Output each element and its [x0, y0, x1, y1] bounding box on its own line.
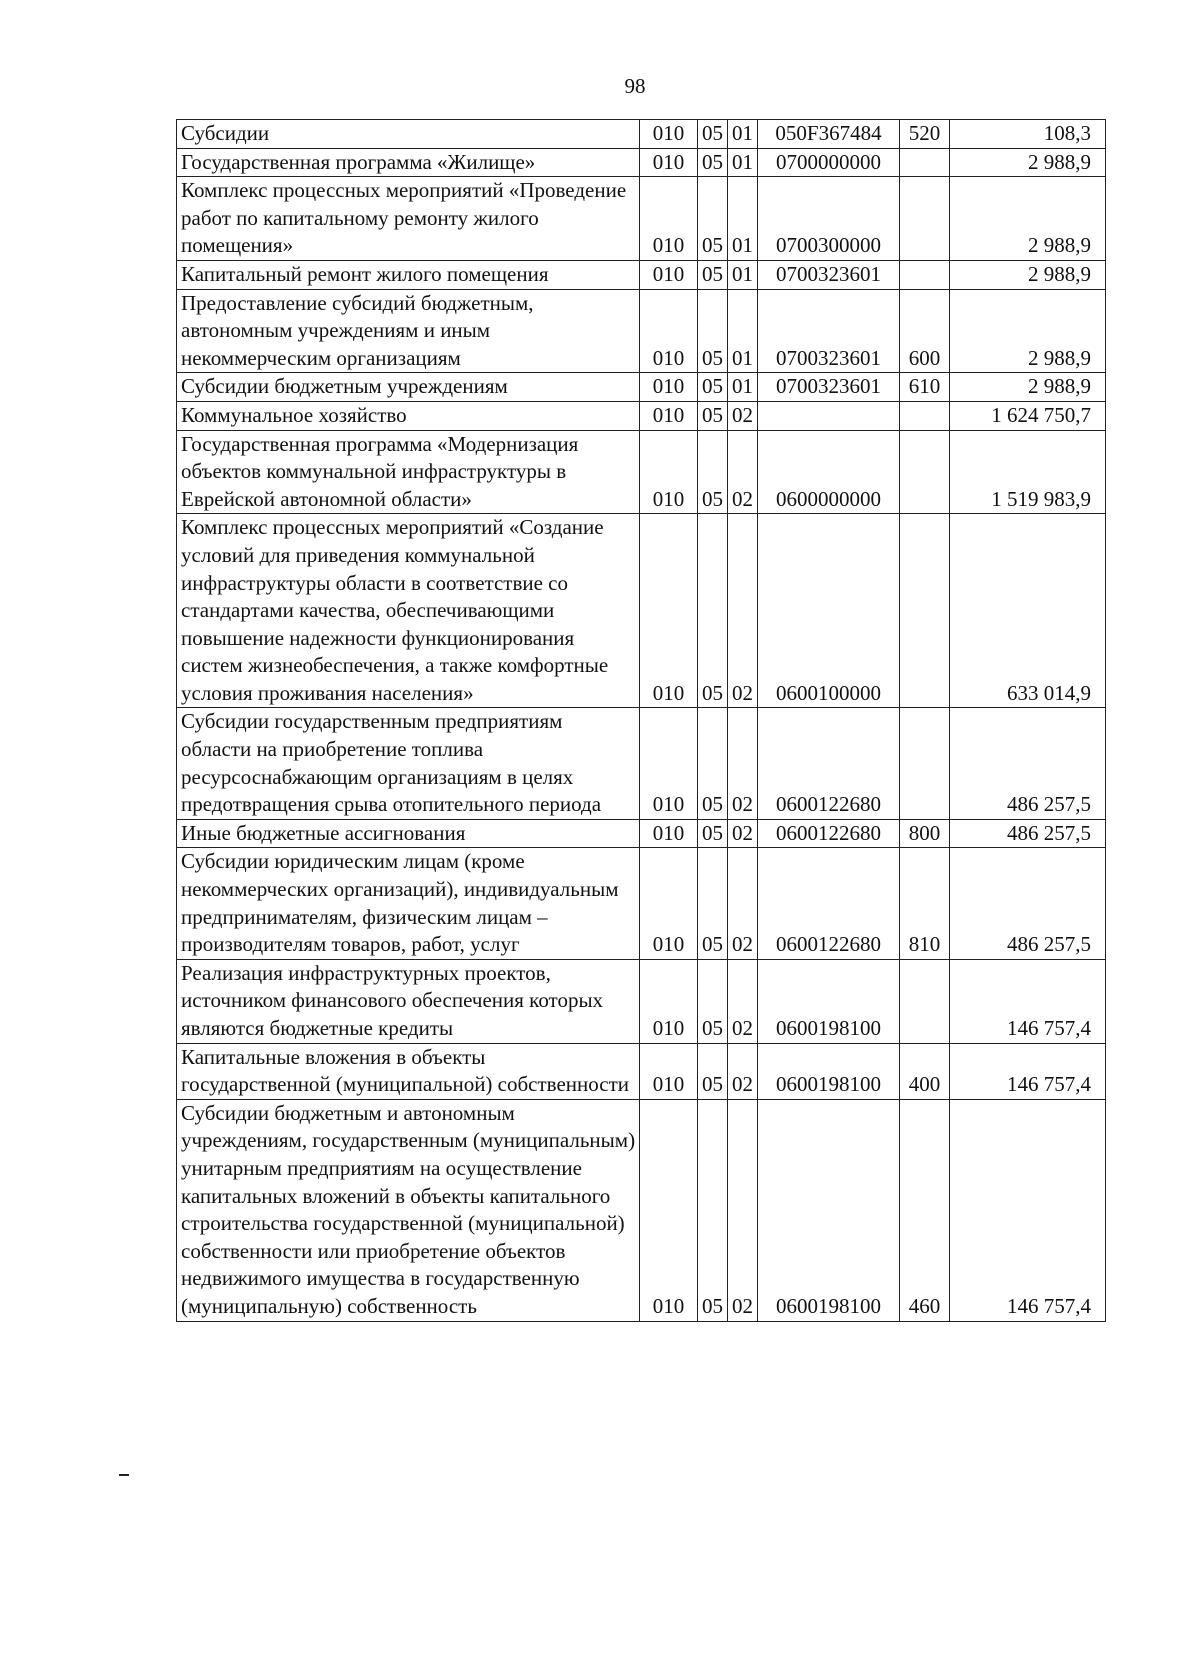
- subsection-code: 01: [728, 260, 758, 289]
- row-name: Субсидии бюджетным учреждениям: [177, 373, 640, 402]
- ministry-code: 010: [640, 260, 698, 289]
- section-code: 05: [698, 708, 728, 819]
- target-article-code: 0700000000: [758, 148, 900, 177]
- target-article-code: 0700323601: [758, 260, 900, 289]
- target-article-code: 0700323601: [758, 289, 900, 373]
- expense-type-code: 810: [900, 848, 950, 959]
- subsection-code: 02: [728, 430, 758, 514]
- table-row: [177, 1099, 1106, 1321]
- target-article-code: [758, 401, 900, 430]
- table-row: [177, 430, 1106, 514]
- subsection-code: 01: [728, 373, 758, 402]
- ministry-code: 010: [640, 1099, 698, 1321]
- table-row: [177, 1043, 1106, 1099]
- table-row: [177, 514, 1106, 708]
- amount: 2 988,9: [950, 148, 1106, 177]
- section-code: 05: [698, 289, 728, 373]
- table-row: [177, 177, 1106, 261]
- amount: 2 988,9: [950, 260, 1106, 289]
- ministry-code: 010: [640, 430, 698, 514]
- subsection-code: 02: [728, 401, 758, 430]
- ministry-code: 010: [640, 1043, 698, 1099]
- subsection-code: 01: [728, 289, 758, 373]
- amount: 486 257,5: [950, 708, 1106, 819]
- target-article-code: 050F367484: [758, 120, 900, 149]
- table-row: [177, 289, 1106, 373]
- amount: 1 519 983,9: [950, 430, 1106, 514]
- ministry-code: 010: [640, 819, 698, 848]
- section-code: 05: [698, 514, 728, 708]
- expense-type-code: [900, 514, 950, 708]
- row-name: Субсидии юридическим лицам (кроме некоммерческих организаций), индивидуальным предпринимателям, физическим лицам – производителям товаров, работ, услуг: [177, 848, 640, 959]
- row-name: Реализация инфраструктурных проектов, источником финансового обеспечения которых являются бюджетные кредиты: [177, 959, 640, 1043]
- expense-type-code: [900, 401, 950, 430]
- table-row: [177, 148, 1106, 177]
- expense-type-code: 400: [900, 1043, 950, 1099]
- row-name: Субсидии государственным предприятиям области на приобретение топлива ресурсоснабжающим организациям в целях предотвращения срыва отопительного периода: [177, 708, 640, 819]
- table-row: [177, 819, 1106, 848]
- amount: 486 257,5: [950, 848, 1106, 959]
- row-name: Субсидии: [177, 120, 640, 149]
- section-code: 05: [698, 848, 728, 959]
- budget-table-body: [177, 120, 1106, 1322]
- table-row: [177, 959, 1106, 1043]
- expense-type-code: [900, 959, 950, 1043]
- amount: 2 988,9: [950, 373, 1106, 402]
- subsection-code: 01: [728, 120, 758, 149]
- expense-type-code: 800: [900, 819, 950, 848]
- expense-type-code: 600: [900, 289, 950, 373]
- expense-type-code: 460: [900, 1099, 950, 1321]
- table-row: [177, 260, 1106, 289]
- section-code: 05: [698, 177, 728, 261]
- target-article-code: 0600122680: [758, 819, 900, 848]
- subsection-code: 01: [728, 177, 758, 261]
- row-name: Комплекс процессных мероприятий «Проведение работ по капитальному ремонту жилого помещения»: [177, 177, 640, 261]
- expense-type-code: [900, 430, 950, 514]
- table-row: [177, 848, 1106, 959]
- amount: 486 257,5: [950, 819, 1106, 848]
- amount: 633 014,9: [950, 514, 1106, 708]
- table-row: [177, 120, 1106, 149]
- target-article-code: 0600122680: [758, 848, 900, 959]
- row-name: Предоставление субсидий бюджетным, автономным учреждениям и иным некоммерческим организациям: [177, 289, 640, 373]
- subsection-code: 02: [728, 848, 758, 959]
- section-code: 05: [698, 430, 728, 514]
- expense-type-code: [900, 708, 950, 819]
- ministry-code: 010: [640, 373, 698, 402]
- margin-dash-mark: [119, 1474, 129, 1476]
- row-name: Иные бюджетные ассигнования: [177, 819, 640, 848]
- ministry-code: 010: [640, 848, 698, 959]
- ministry-code: 010: [640, 148, 698, 177]
- section-code: 05: [698, 1043, 728, 1099]
- amount: 146 757,4: [950, 959, 1106, 1043]
- section-code: 05: [698, 148, 728, 177]
- section-code: 05: [698, 373, 728, 402]
- ministry-code: 010: [640, 401, 698, 430]
- subsection-code: 02: [728, 959, 758, 1043]
- table-row: [177, 373, 1106, 402]
- budget-table: [176, 119, 1106, 1322]
- target-article-code: 0600100000: [758, 514, 900, 708]
- expense-type-code: [900, 177, 950, 261]
- section-code: 05: [698, 401, 728, 430]
- row-name: Государственная программа «Модернизация объектов коммунальной инфраструктуры в Еврейской автономной области»: [177, 430, 640, 514]
- subsection-code: 02: [728, 1099, 758, 1321]
- subsection-code: 02: [728, 1043, 758, 1099]
- row-name: Комплекс процессных мероприятий «Создание условий для приведения коммунальной инфраструктуры области в соответствие со стандартами качества, обеспечивающими повышение надежности функционирования систем жизнеобеспечения, а также комфортные условия проживания населения»: [177, 514, 640, 708]
- expense-type-code: [900, 260, 950, 289]
- target-article-code: 0600198100: [758, 1043, 900, 1099]
- row-name: Капитальные вложения в объекты государственной (муниципальной) собственности: [177, 1043, 640, 1099]
- subsection-code: 01: [728, 148, 758, 177]
- ministry-code: 010: [640, 514, 698, 708]
- amount: 108,3: [950, 120, 1106, 149]
- amount: 146 757,4: [950, 1043, 1106, 1099]
- subsection-code: 02: [728, 514, 758, 708]
- ministry-code: 010: [640, 708, 698, 819]
- row-name: Капитальный ремонт жилого помещения: [177, 260, 640, 289]
- ministry-code: 010: [640, 959, 698, 1043]
- subsection-code: 02: [728, 819, 758, 848]
- target-article-code: 0600000000: [758, 430, 900, 514]
- row-name: Государственная программа «Жилище»: [177, 148, 640, 177]
- target-article-code: 0600122680: [758, 708, 900, 819]
- target-article-code: 0700323601: [758, 373, 900, 402]
- row-name: Коммунальное хозяйство: [177, 401, 640, 430]
- expense-type-code: 520: [900, 120, 950, 149]
- amount: 2 988,9: [950, 289, 1106, 373]
- page-number: 98: [624, 74, 646, 98]
- amount: 146 757,4: [950, 1099, 1106, 1321]
- section-code: 05: [698, 819, 728, 848]
- amount: 2 988,9: [950, 177, 1106, 261]
- ministry-code: 010: [640, 120, 698, 149]
- target-article-code: 0600198100: [758, 1099, 900, 1321]
- subsection-code: 02: [728, 708, 758, 819]
- section-code: 05: [698, 120, 728, 149]
- ministry-code: 010: [640, 289, 698, 373]
- table-row: [177, 401, 1106, 430]
- target-article-code: 0600198100: [758, 959, 900, 1043]
- section-code: 05: [698, 1099, 728, 1321]
- amount: 1 624 750,7: [950, 401, 1106, 430]
- target-article-code: 0700300000: [758, 177, 900, 261]
- table-row: [177, 708, 1106, 819]
- row-name: Субсидии бюджетным и автономным учреждениям, государственным (муниципальным) унитарным предприятиям на осуществление капитальных вложений в объекты капитального строительства государственной (муниципальной) собственности или приобретение объектов недвижимого имущества в государственную (муниципальную) собственность: [177, 1099, 640, 1321]
- ministry-code: 010: [640, 177, 698, 261]
- section-code: 05: [698, 260, 728, 289]
- expense-type-code: [900, 148, 950, 177]
- section-code: 05: [698, 959, 728, 1043]
- expense-type-code: 610: [900, 373, 950, 402]
